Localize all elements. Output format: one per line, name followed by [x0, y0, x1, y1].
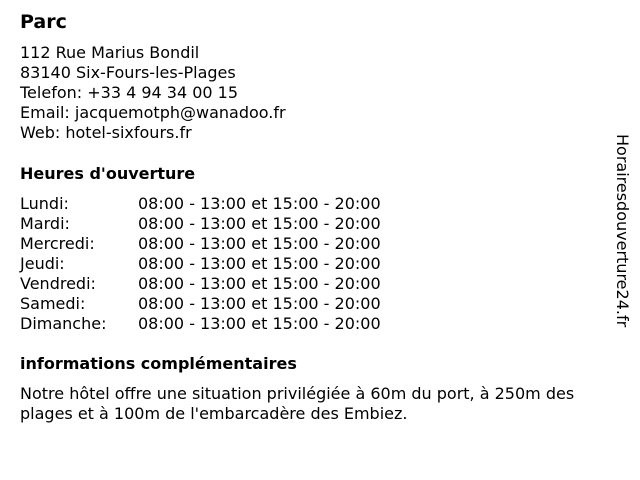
time-range: 08:00 - 13:00 et 15:00 - 20:00: [138, 274, 381, 293]
time-range: 08:00 - 13:00 et 15:00 - 20:00: [138, 294, 381, 313]
site-watermark: Horairesdouverture24.fr: [613, 134, 632, 328]
address-street: 112 Rue Marius Bondil: [20, 43, 200, 62]
email-address[interactable]: Email: jacquemotph@wanadoo.fr: [20, 103, 286, 122]
contact-block: [20, 43, 286, 143]
day-label: Jeudi:: [20, 254, 65, 273]
day-label: Mercredi:: [20, 234, 95, 253]
address-city: 83140 Six-Fours-les-Plages: [20, 63, 236, 82]
day-label: Samedi:: [20, 294, 86, 313]
website-link[interactable]: Web: hotel-sixfours.fr: [20, 123, 192, 142]
time-range: 08:00 - 13:00 et 15:00 - 20:00: [138, 314, 381, 333]
time-range: 08:00 - 13:00 et 15:00 - 20:00: [138, 194, 381, 213]
phone-number[interactable]: Telefon: +33 4 94 34 00 15: [20, 83, 239, 102]
day-label: Mardi:: [20, 214, 70, 233]
opening-hours-heading: Heures d'ouverture: [20, 164, 196, 183]
day-label: Lundi:: [20, 194, 69, 213]
additional-info-heading: informations complémentaires: [20, 354, 297, 373]
day-label: Dimanche:: [20, 314, 107, 333]
day-label: Vendredi:: [20, 274, 96, 293]
time-range: 08:00 - 13:00 et 15:00 - 20:00: [138, 254, 381, 273]
time-range: 08:00 - 13:00 et 15:00 - 20:00: [138, 214, 381, 233]
business-name: Parc: [20, 11, 67, 33]
additional-info-text: Notre hôtel offre une situation privilégiée à 60m du port, à 250m des plages et à 100m de l'embarcadère des Embiez.: [20, 384, 575, 423]
time-range: 08:00 - 13:00 et 15:00 - 20:00: [138, 234, 381, 253]
